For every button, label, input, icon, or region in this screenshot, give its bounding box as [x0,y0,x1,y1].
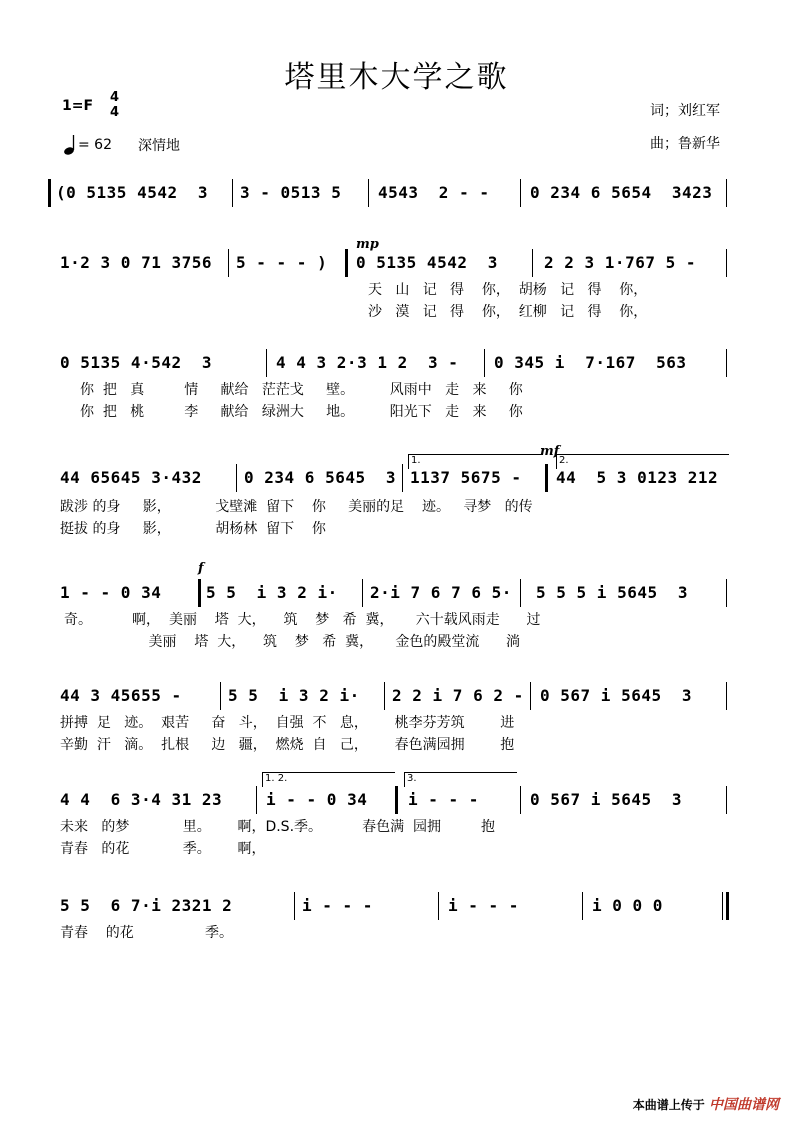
measure: 5 5 i 3 2 i· [206,583,338,602]
bar-line [362,579,363,607]
bar-line [726,682,727,710]
measure: 4543 2 - - [378,183,490,202]
measure: i - - - [448,896,519,915]
measure: 3 - 0513 5 [240,183,342,202]
volta-1: 1. [408,454,541,469]
score-title: 塔里木大学之歌 [284,60,509,95]
lyric-line-1: 你 把 真 情 献给 茫茫戈 壁。 风雨中 走 来 你 [80,382,523,398]
bar-line [726,179,727,207]
system-5 [0,561,793,655]
site-brand[interactable]: 中国曲谱网 [709,1097,779,1113]
quarter-note-icon [64,134,76,156]
measure: 0 5135 4·542 3 [60,353,212,372]
final-bar-thick [726,892,729,920]
tempo-marking [64,134,180,156]
composer-credit: 曲；鲁新华 [650,136,720,152]
system-4 [0,444,793,540]
key-label: 1=F [62,98,94,114]
measure: i - - 0 34 [266,790,368,809]
measure: 4 4 3 2·3 1 2 3 - [276,353,459,372]
bar-line [220,682,221,710]
time-signature [110,90,119,120]
bar-line [438,892,439,920]
lyric-line-1: 青春 的花 季。 [60,925,234,941]
bar-line [236,464,237,492]
measure: 1137 5675 - [410,468,522,487]
time-sig-bottom: 4 [110,105,120,120]
measure: 5 5 i 3 2 i· [228,686,360,705]
measure: 0 234 6 5645 3 [244,468,396,487]
measure: 44 5 3 0123 212 [556,468,719,487]
segno-bar [198,579,201,607]
dynamic-f: f [198,561,204,576]
dynamic-mp: mp [356,237,379,252]
volta-3: 3. [404,772,517,787]
key-signature [62,98,93,114]
bar-line [266,349,267,377]
dynamic-mf: mf [540,444,560,459]
lyric-line-1: 天 山 记 得 你， 胡杨 记 得 你， [368,282,648,298]
system-7 [0,773,793,862]
system-8 [0,888,793,948]
bar-line [294,892,295,920]
repeat-end-bar [395,786,398,814]
bar-line [402,464,403,492]
measure: 0 5135 4542 3 [356,253,498,272]
measure: 4 4 6 3·4 31 23 [60,790,223,809]
time-sig-top: 4 [110,90,120,105]
lyric-line-2: 美丽 塔 大， 筑 梦 希 冀， 金色的殿堂流 淌 [64,634,521,650]
measure: 0 345 i 7·167 563 [494,353,687,372]
lyric-line-2: 挺拔 的身 影， 胡杨林 留下 你 [60,521,326,537]
bar-line [520,179,521,207]
lyric-line-2: 你 把 桃 李 献给 绿洲大 地。 阳光下 走 来 你 [80,404,523,420]
measure: (0 5135 4542 3 [56,183,208,202]
measure: i 0 0 0 [592,896,663,915]
bar-line [726,579,727,607]
measure: 44 3 45655 - [60,686,182,705]
measure: i - - - [302,896,373,915]
tempo-value: = 62 [78,137,112,153]
measure: 44 65645 3·432 [60,468,202,487]
measure: 2·i 7 6 7 6 5· [370,583,512,602]
bar-line [256,786,257,814]
system-3 [0,345,793,425]
system-1 [0,175,793,215]
lyric-line-1: 拼搏 足 迹。 艰苦 奋 斗， 自强 不 息， 桃李芬芳筑 进 [60,715,515,731]
repeat-start-bar [345,249,348,277]
measure: 5 5 6 7·i 2321 2 [60,896,233,915]
lyric-line-2: 青春 的花 季。 啊， [60,841,266,857]
bar-line [228,249,229,277]
measure: 1 - - 0 34 [60,583,162,602]
bar-line [582,892,583,920]
measure: 5 - - - ) [236,253,328,272]
lyricist-credit: 词；刘红军 [650,103,720,119]
bar-line [726,249,727,277]
measure: 0 567 i 5645 3 [540,686,692,705]
bar-line [484,349,485,377]
expression-marking: 深情地 [138,138,180,154]
footer [633,1094,779,1114]
measure: 1·2 3 0 71 3756 [60,253,212,272]
final-bar-thin [722,892,723,920]
measure: 0 567 i 5645 3 [530,790,682,809]
volta-1-2: 1. 2. [262,772,395,787]
system-6 [0,678,793,758]
left-bar [48,179,51,207]
bar-line [232,179,233,207]
lyric-line-2: 辛勤 汗 滴。 扎根 边 疆， 燃烧 自 己， 春色满园拥 抱 [60,737,515,753]
system-2 [0,237,793,325]
bar-line [726,349,727,377]
bar-line [532,249,533,277]
bar-line [520,579,521,607]
measure: 5 5 5 i 5645 3 [536,583,688,602]
bar-line [368,179,369,207]
volta-2: 2. [556,454,729,469]
lyric-line-1: 跋涉 的身 影， 戈壁滩 留下 你 美丽的足 迹。 寻梦 的传 [60,499,533,515]
measure: 2 2 3 1·767 5 - [544,253,696,272]
measure: 2 2 i 7 6 2 - [392,686,524,705]
bar-line [520,786,521,814]
lyric-line-2: 沙 漠 记 得 你， 红柳 记 得 你， [368,304,648,320]
repeat-end-bar [545,464,548,492]
lyric-line-1: 奇。 啊， 美丽 塔 大， 筑 梦 希 冀， 六十载风雨走 过 [64,612,541,628]
bar-line [530,682,531,710]
measure: 0 234 6 5654 3423 [530,183,713,202]
bar-line [726,786,727,814]
lyric-line-1: 未来 的梦 里。 啊，D.S.季。 春色满 园拥 抱 [60,819,496,835]
bar-line [384,682,385,710]
footer-text: 本曲谱上传于 [632,1098,705,1112]
measure: i - - - [408,790,479,809]
